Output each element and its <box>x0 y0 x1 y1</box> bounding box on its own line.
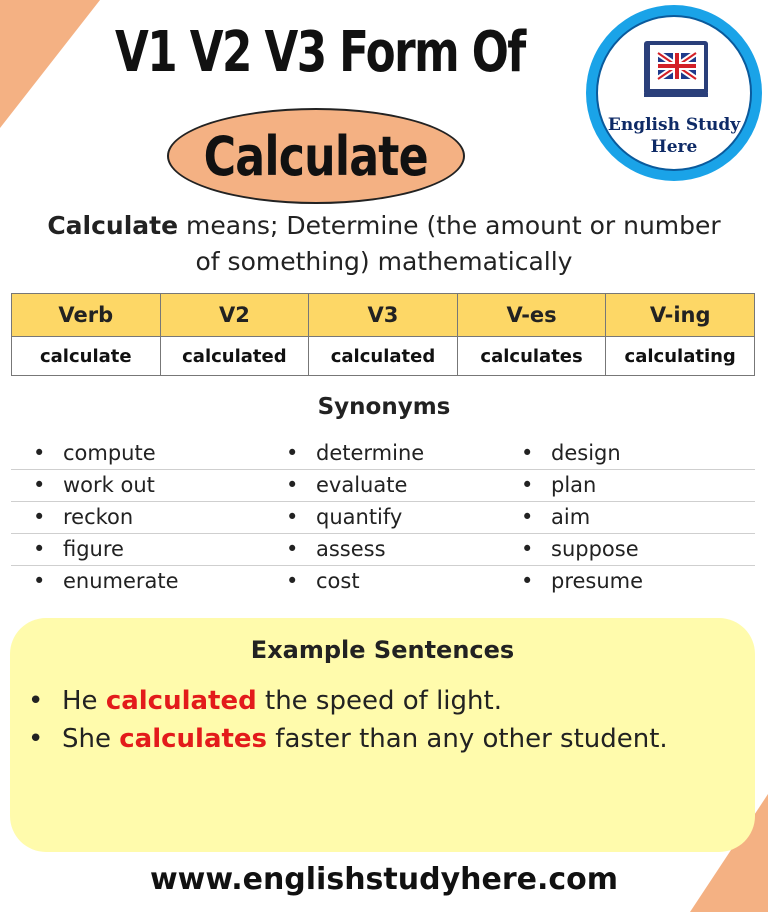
header-v3: V3 <box>309 294 458 337</box>
bullet: • <box>521 537 534 561</box>
bullet: • <box>286 441 299 465</box>
synonym-text: work out <box>63 473 155 497</box>
bullet: • <box>521 441 534 465</box>
synonym-row <box>11 533 755 566</box>
verb-forms-table <box>11 293 755 376</box>
example-sentence <box>28 724 668 754</box>
definition-text: means; Determine (the amount or number <box>178 211 721 240</box>
bullet: • <box>286 537 299 561</box>
sentence-text: He <box>62 686 106 716</box>
list-item <box>33 441 156 465</box>
list-item <box>521 441 621 465</box>
corner-decoration-top-left <box>0 0 100 128</box>
highlighted-verb: calculates <box>119 724 268 754</box>
cell-v2: calculated <box>160 337 309 376</box>
bullet: • <box>33 473 46 497</box>
bullet: • <box>28 724 44 754</box>
site-logo[interactable] <box>586 5 762 181</box>
definition <box>0 208 768 280</box>
synonym-text: reckon <box>63 505 134 529</box>
synonym-text: figure <box>63 537 124 561</box>
synonyms-heading: Synonyms <box>317 394 451 420</box>
sentence-text: faster than any other student. <box>267 724 668 754</box>
list-item <box>286 441 424 465</box>
verb-oval-badge <box>167 108 465 204</box>
table-row <box>12 337 755 376</box>
cell-v-es: calculates <box>457 337 606 376</box>
list-item <box>521 537 639 561</box>
sentence-text: the speed of light. <box>256 686 502 716</box>
bullet: • <box>33 569 46 593</box>
list-item <box>286 505 402 529</box>
bullet: • <box>286 569 299 593</box>
synonym-row <box>11 501 755 534</box>
synonym-text: aim <box>551 505 591 529</box>
highlighted-verb: calculated <box>105 686 257 716</box>
bullet: • <box>28 686 44 716</box>
list-item <box>33 537 124 561</box>
bullet: • <box>33 537 46 561</box>
table-header-row <box>12 294 755 337</box>
header-v-es: V-es <box>457 294 606 337</box>
synonym-text: compute <box>63 441 156 465</box>
list-item <box>33 473 155 497</box>
list-item <box>286 537 386 561</box>
page-title: V1 V2 V3 Form Of <box>115 20 525 85</box>
definition-line2: of something) mathematically <box>195 247 573 276</box>
synonym-text: presume <box>551 569 644 593</box>
example-sentence <box>28 686 502 716</box>
header-v-ing: V-ing <box>606 294 755 337</box>
list-item <box>521 473 596 497</box>
cell-v3: calculated <box>309 337 458 376</box>
synonym-row <box>11 437 755 470</box>
logo-inner-circle <box>596 15 752 171</box>
bullet: • <box>33 441 46 465</box>
website-link[interactable]: www.englishstudyhere.com <box>149 862 619 897</box>
example-sentences-heading: Example Sentences <box>250 636 515 664</box>
logo-text-line1: English Study <box>607 115 741 135</box>
header-verb: Verb <box>12 294 161 337</box>
synonym-text: enumerate <box>63 569 179 593</box>
logo-text-line2: Here <box>650 137 698 157</box>
list-item <box>33 505 133 529</box>
sentence-text: She <box>62 724 120 754</box>
list-item <box>33 569 179 593</box>
bullet: • <box>286 505 299 529</box>
book-flag-icon <box>640 37 712 99</box>
synonym-text: evaluate <box>316 473 408 497</box>
synonym-text: cost <box>316 569 360 593</box>
bullet: • <box>286 473 299 497</box>
synonym-text: design <box>551 441 621 465</box>
synonym-text: quantify <box>316 505 403 529</box>
list-item <box>286 569 360 593</box>
definition-line1 <box>0 208 768 244</box>
union-jack-icon <box>658 53 696 79</box>
example-sentences-panel <box>10 618 755 852</box>
synonym-text: suppose <box>551 537 639 561</box>
cell-verb: calculate <box>12 337 161 376</box>
synonym-text: plan <box>551 473 597 497</box>
cell-v-ing: calculating <box>606 337 755 376</box>
synonym-row <box>11 469 755 502</box>
list-item <box>521 569 643 593</box>
bullet: • <box>33 505 46 529</box>
definition-word: Calculate <box>47 211 179 240</box>
verb-word: Calculate <box>203 124 429 188</box>
list-item <box>521 505 590 529</box>
bullet: • <box>521 473 534 497</box>
list-item <box>286 473 407 497</box>
bullet: • <box>521 505 534 529</box>
synonym-text: assess <box>316 537 386 561</box>
synonym-row <box>11 565 755 597</box>
synonym-text: determine <box>316 441 425 465</box>
header-v2: V2 <box>160 294 309 337</box>
bullet: • <box>521 569 534 593</box>
